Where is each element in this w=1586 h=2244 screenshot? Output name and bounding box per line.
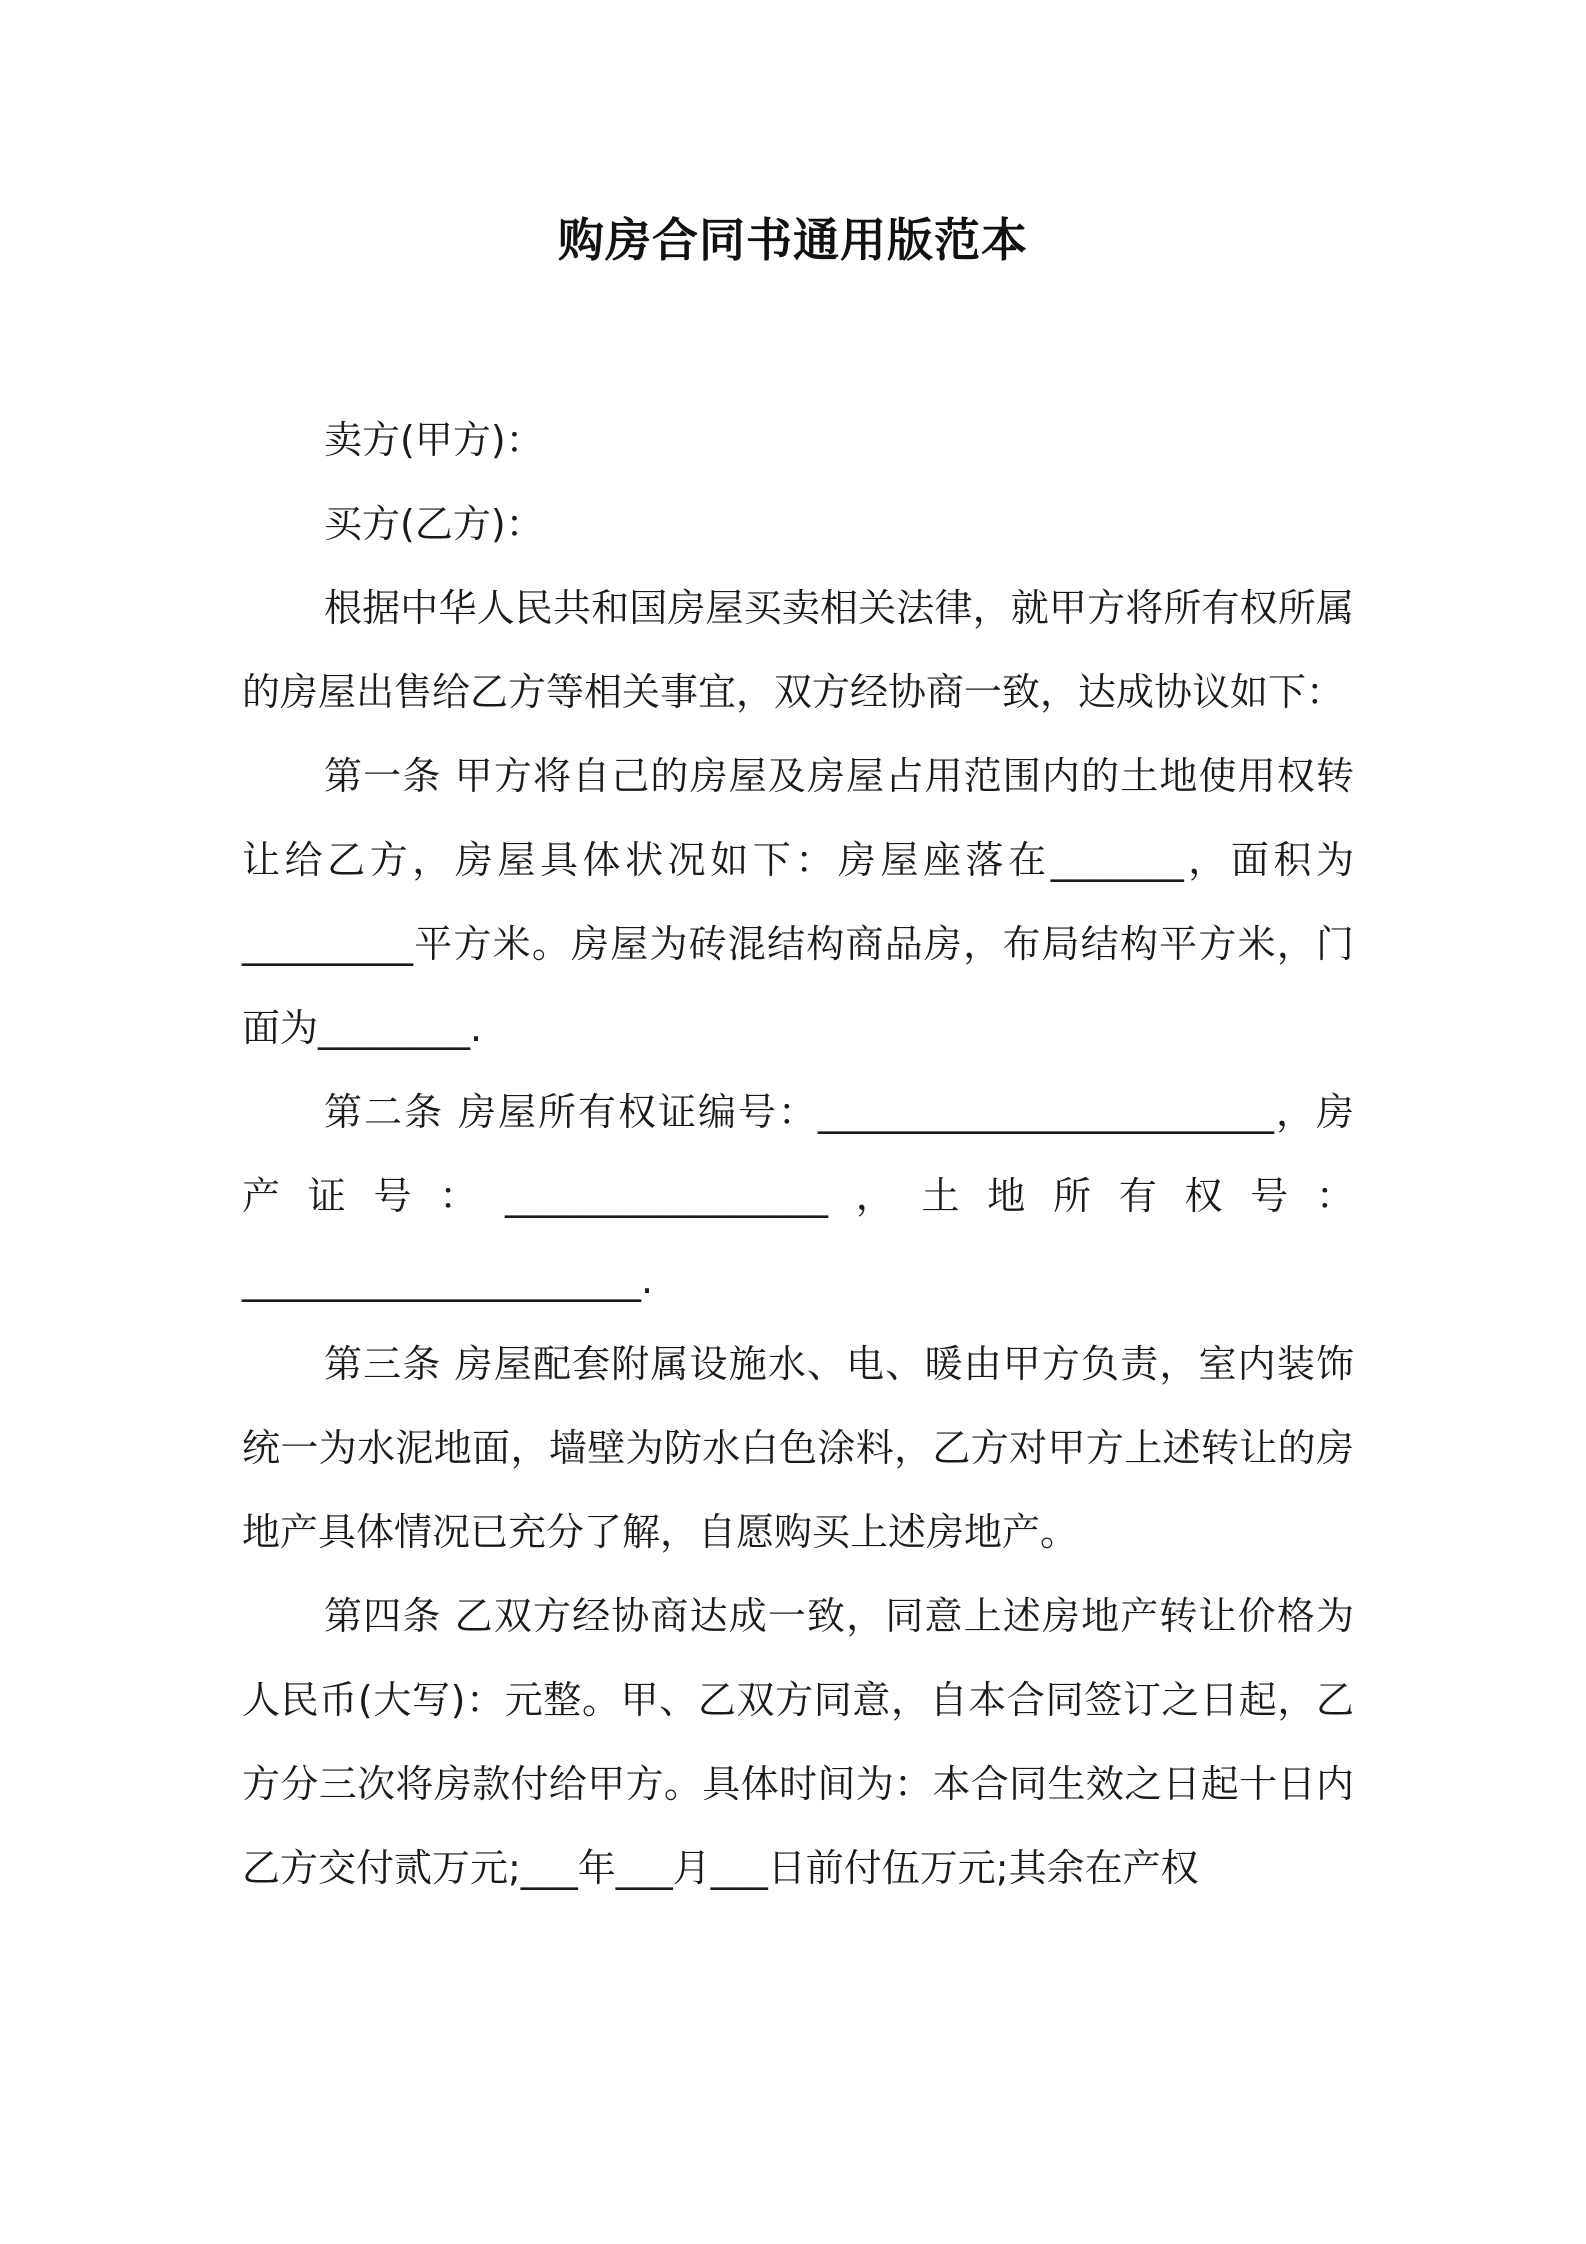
article-4-paragraph: 第四条 乙双方经协商达成一致，同意上述房地产转让价格为人民币(大写)：元整。甲、乙双方同意，自本合同签订之日起，乙方分三次将房款付给甲方。具体时间为：本合同生效之日起十日内乙方交付贰万元;___年___月___日前付伍万元;其余在产权 <box>242 1594 1354 1890</box>
document-body <box>242 398 1354 1910</box>
seller-line: 卖方(甲方)： <box>324 418 544 462</box>
article-2-paragraph: 第二条 房屋所有权证编号：________________________，房产证号：_________________，土地所有权号：_____________________. <box>242 1090 1354 1302</box>
article-1-paragraph: 第一条 甲方将自己的房屋及房屋占用范围内的土地使用权转让给乙方，房屋具体状况如下：房屋座落在_______，面积为_________平方米。房屋为砖混结构商品房，布局结构平方米，门面为________. <box>242 754 1354 1050</box>
article-3-paragraph: 第三条 房屋配套附属设施水、电、暖由甲方负责，室内装饰统一为水泥地面，墙壁为防水白色涂料，乙方对甲方上述转让的房地产具体情况已充分了解，自愿购买上述房地产。 <box>242 1342 1354 1554</box>
document-title: 购房合同书通用版范本 <box>558 213 1028 267</box>
preamble-paragraph: 根据中华人民共和国房屋买卖相关法律，就甲方将所有权所属的房屋出售给乙方等相关事宜，双方经协商一致，达成协议如下： <box>242 586 1354 714</box>
buyer-line: 买方(乙方)： <box>324 502 544 546</box>
